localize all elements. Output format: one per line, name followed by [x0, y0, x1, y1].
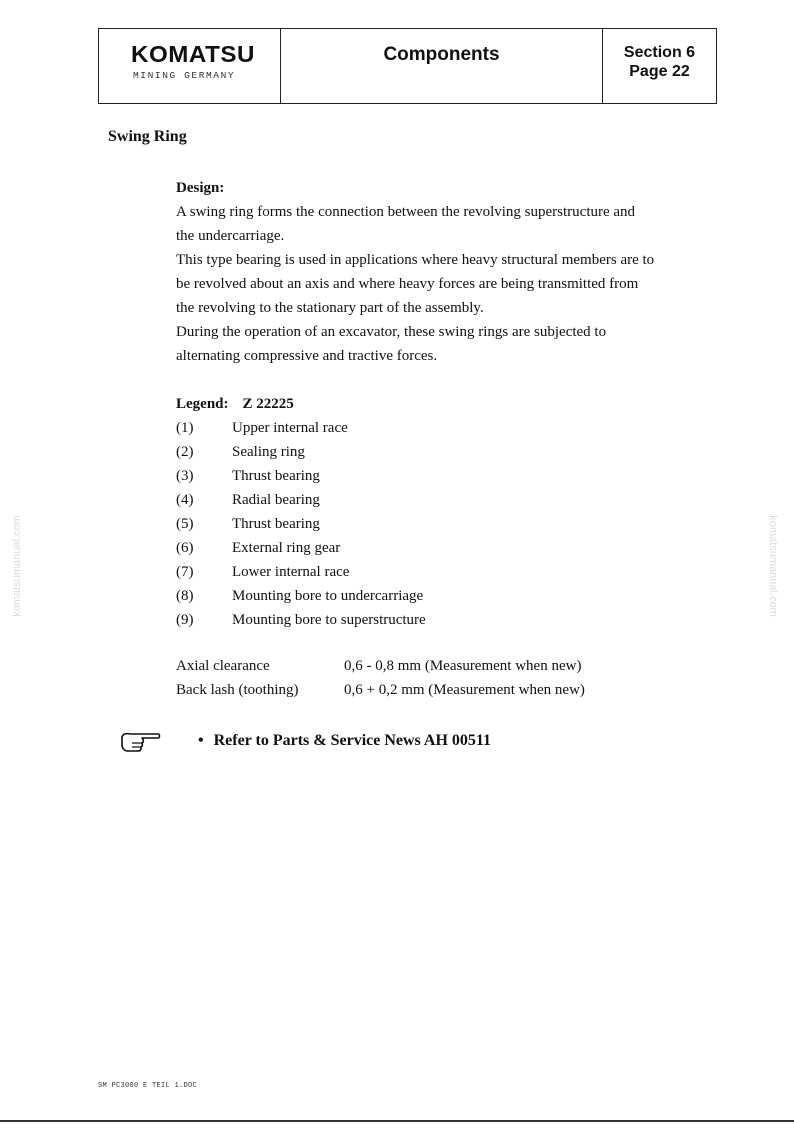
- design-line: be revolved about an axis and where heavy forces are being transmitted from: [176, 276, 639, 292]
- design-line: This type bearing is used in applications where heavy structural members are to: [176, 252, 655, 268]
- legend-item-number: (6): [176, 540, 194, 556]
- bullet: •: [198, 732, 204, 749]
- brand-name: KOMATSU: [131, 41, 255, 67]
- legend-item: [176, 584, 696, 608]
- legend-item-text: Upper internal race: [232, 420, 348, 436]
- design-line: the undercarriage.: [176, 228, 285, 244]
- legend-item-text: Mounting bore to superstructure: [232, 612, 426, 628]
- bottom-rule: [0, 1120, 794, 1122]
- design-label: Design:: [176, 180, 225, 196]
- legend-item-number: (1): [176, 420, 194, 436]
- legend-label: Legend:: [176, 396, 229, 412]
- section-number: Section 6: [623, 44, 696, 61]
- company-logo: [99, 29, 281, 103]
- legend-item: [176, 416, 696, 440]
- page-number: Page 22: [629, 63, 690, 80]
- design-line: alternating compressive and tractive forces.: [176, 348, 438, 364]
- legend-item: [176, 464, 696, 488]
- spec-value: 0,6 - 0,8 mm (Measurement when new): [344, 658, 582, 674]
- legend-item-text: Mounting bore to undercarriage: [232, 588, 424, 604]
- legend-item-number: (9): [176, 612, 194, 628]
- header-title-cell: [281, 29, 603, 103]
- legend-item-text: External ring gear: [232, 540, 341, 556]
- legend-section: [176, 392, 696, 632]
- design-line: the revolving to the stationary part of the assembly.: [176, 300, 484, 316]
- spec-row: [176, 654, 585, 678]
- legend-item-text: Thrust bearing: [232, 468, 320, 484]
- legend-title: [176, 392, 696, 416]
- legend-item: [176, 488, 696, 512]
- legend-item-text: Lower internal race: [232, 564, 350, 580]
- design-line: A swing ring forms the connection between the revolving superstructure and: [176, 204, 636, 220]
- legend-item-number: (5): [176, 516, 194, 532]
- legend-item-number: (7): [176, 564, 194, 580]
- spec-row: [176, 678, 585, 702]
- legend-drawing-code: Z 22225: [242, 396, 294, 412]
- reference-note-text: Refer to Parts & Service News AH 00511: [213, 732, 492, 749]
- legend-item-text: Thrust bearing: [232, 516, 320, 532]
- header-section-cell: [603, 29, 716, 103]
- legend-item: [176, 560, 696, 584]
- spec-label: Axial clearance: [176, 658, 270, 674]
- footer-filename: SM PC3000 E TEIL 1.DOC: [98, 1082, 198, 1090]
- legend-item-number: (4): [176, 492, 194, 508]
- legend-item: [176, 608, 696, 632]
- legend-item: [176, 512, 696, 536]
- legend-item-text: Sealing ring: [232, 444, 305, 460]
- legend-item: [176, 440, 696, 464]
- section-heading: Swing Ring: [108, 128, 187, 145]
- specifications: [176, 654, 585, 702]
- page-header: [98, 28, 717, 104]
- legend-item-number: (2): [176, 444, 194, 460]
- pointing-hand-icon: [118, 728, 162, 754]
- document-title: Components: [383, 44, 500, 65]
- legend-item-number: (8): [176, 588, 194, 604]
- watermark-right: komatsumanual.com: [766, 515, 779, 617]
- reference-note: [118, 728, 491, 754]
- brand-subtitle: MINING GERMANY: [133, 70, 236, 81]
- watermark-left: komatsumanual.com: [10, 515, 23, 617]
- legend-item-number: (3): [176, 468, 194, 484]
- legend-item-text: Radial bearing: [232, 492, 320, 508]
- legend-item: [176, 536, 696, 560]
- spec-label: Back lash (toothing): [176, 682, 299, 698]
- design-section: [176, 176, 696, 368]
- spec-value: 0,6 + 0,2 mm (Measurement when new): [344, 682, 585, 698]
- design-line: During the operation of an excavator, these swing rings are subjected to: [176, 324, 607, 340]
